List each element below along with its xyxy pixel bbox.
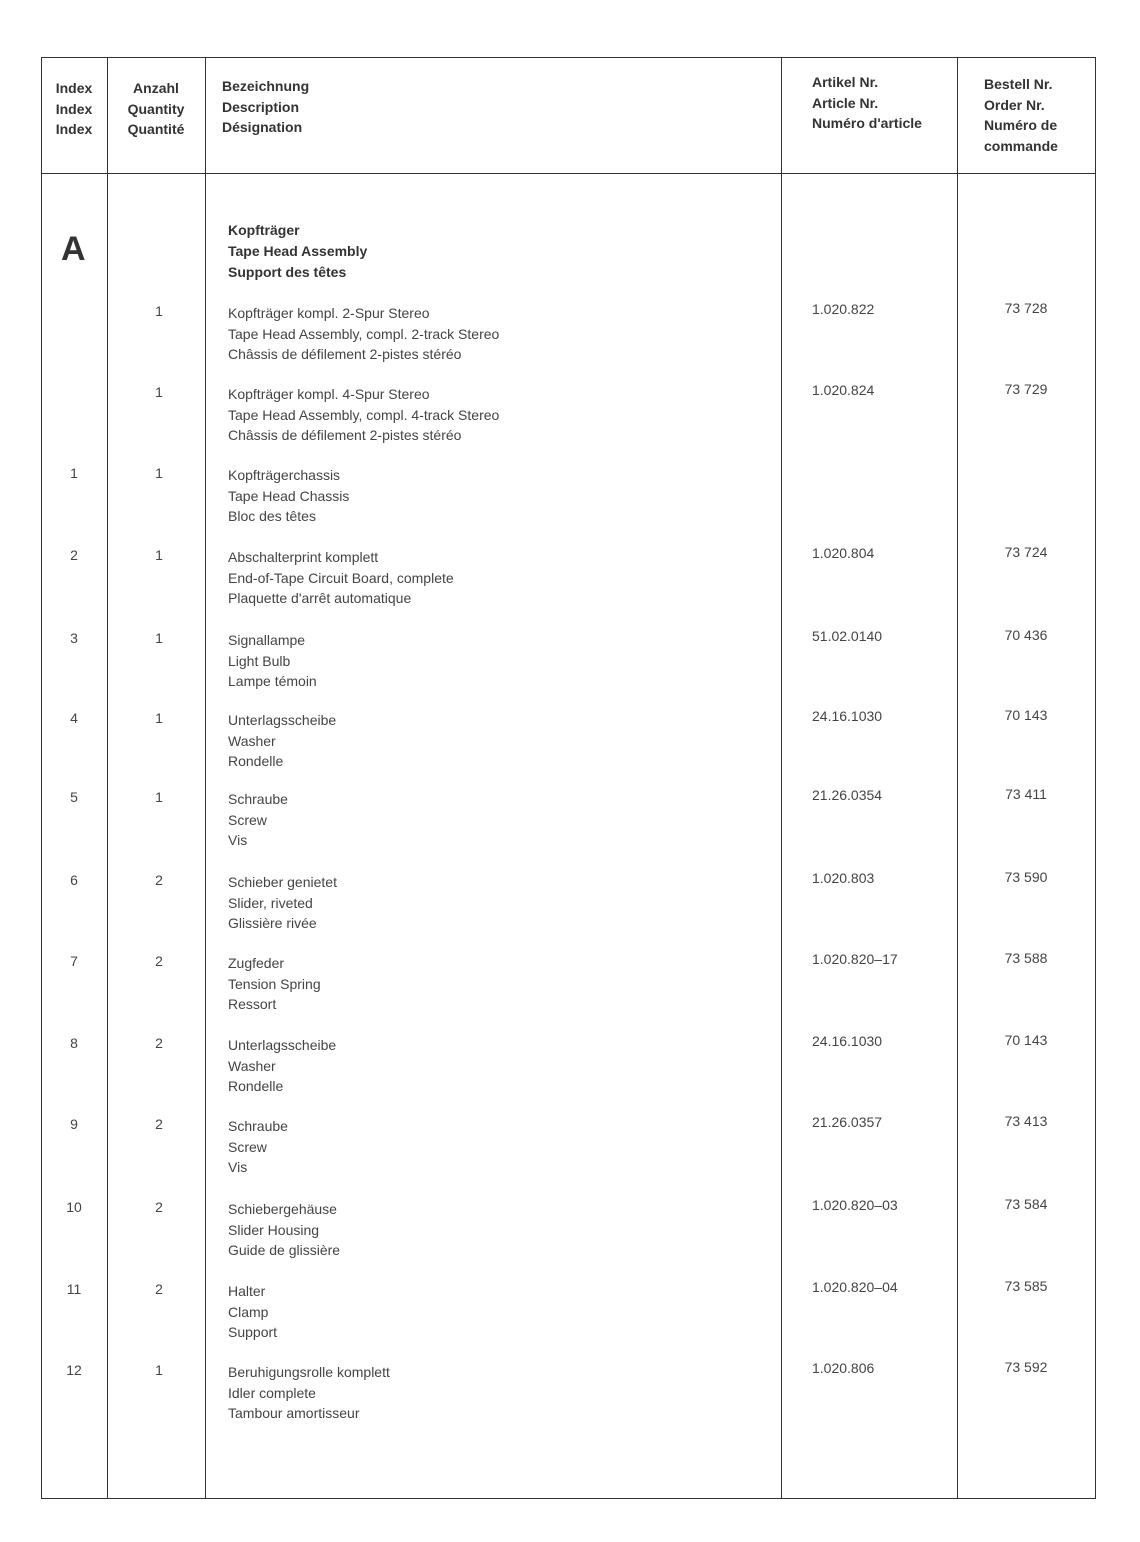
row-quantity: 1 (155, 384, 163, 400)
row-description (228, 1281, 277, 1343)
description-german: Zugfeder (228, 955, 285, 971)
description-german: Schieber genietet (228, 874, 337, 890)
description-german: Schraube (228, 1118, 288, 1134)
description-english: Slider, riveted (228, 894, 313, 911)
row-order-number: 73 724 (1004, 544, 1048, 560)
header-article: Artikel Nr. Article Nr. Numéro d'article (812, 74, 922, 131)
description-german: Unterlagsscheibe (228, 1037, 337, 1053)
description-english: Washer (228, 1057, 276, 1074)
description-english: Slider Housing (228, 1221, 320, 1238)
table-row (0, 707, 1140, 780)
row-order-number: 73 588 (1004, 950, 1048, 966)
section-letter: A (61, 230, 86, 268)
description-french: Plaquette d'arrêt automatique (228, 590, 412, 606)
row-description (228, 1362, 390, 1424)
description-french: Support (228, 1324, 278, 1340)
description-german: Beruhigungsrolle komplett (228, 1364, 390, 1380)
description-german: Kopfträger kompl. 4-Spur Stereo (228, 386, 430, 402)
description-english: Washer (228, 732, 276, 749)
table-row (0, 465, 1140, 535)
row-order-number: 73 413 (1004, 1113, 1048, 1129)
header-quantity: Anzahl Quantity Quantité (127, 80, 185, 137)
description-english: Light Bulb (228, 652, 291, 669)
row-quantity: 1 (155, 710, 163, 726)
row-index: 8 (70, 1035, 78, 1051)
row-article-number: 21.26.0354 (812, 787, 883, 803)
description-german: Kopfträgerchassis (228, 467, 341, 483)
row-description (228, 384, 499, 446)
row-article-number: 1.020.806 (812, 1360, 875, 1376)
row-description (228, 630, 317, 692)
description-french: Bloc des têtes (228, 508, 316, 524)
table-row (0, 869, 1140, 942)
row-order-number: 73 411 (1005, 786, 1047, 802)
row-quantity: 1 (155, 1362, 163, 1378)
description-german: Unterlagsscheibe (228, 712, 337, 728)
row-description (228, 1199, 340, 1261)
description-english: Idler complete (228, 1384, 316, 1401)
description-english: Screw (228, 1138, 267, 1155)
row-quantity: 2 (155, 1116, 163, 1132)
row-quantity: 2 (155, 1035, 163, 1051)
description-french: Glissière rivée (228, 915, 317, 931)
table-row (0, 1032, 1140, 1105)
row-index: 3 (70, 630, 78, 646)
row-article-number: 1.020.820–17 (812, 951, 898, 967)
row-description (228, 953, 321, 1015)
description-english: Screw (228, 811, 267, 828)
row-quantity: 2 (155, 1199, 163, 1215)
row-quantity: 1 (155, 303, 163, 319)
row-index: 6 (70, 872, 78, 888)
row-description (228, 303, 499, 365)
row-order-number: 70 143 (1004, 707, 1048, 723)
row-index: 1 (70, 465, 78, 481)
row-order-number: 73 728 (1004, 300, 1048, 316)
description-english: Tape Head Assembly, compl. 2-track Stereo (228, 325, 500, 342)
row-description (228, 710, 336, 772)
description-french: Tambour amortisseur (228, 1405, 360, 1421)
row-order-number: 73 584 (1004, 1196, 1048, 1212)
row-article-number: 1.020.822 (812, 301, 875, 317)
row-order-number: 73 592 (1004, 1359, 1048, 1375)
header-divider (41, 173, 1096, 174)
row-article-number: 51.02.0140 (812, 628, 883, 644)
description-english: Tension Spring (228, 975, 321, 992)
row-index: 11 (66, 1281, 82, 1297)
description-french: Rondelle (228, 1078, 284, 1094)
table-row (0, 1359, 1140, 1432)
description-french: Ressort (228, 996, 277, 1012)
row-order-number: 73 729 (1004, 381, 1048, 397)
description-english: Clamp (228, 1303, 269, 1320)
row-article-number: 1.020.820–04 (812, 1279, 898, 1295)
row-order-number: 73 590 (1004, 869, 1048, 885)
row-quantity: 1 (155, 547, 163, 563)
row-quantity: 1 (155, 465, 163, 481)
row-index: 12 (66, 1362, 82, 1378)
row-order-number: 70 143 (1004, 1032, 1048, 1048)
description-german: Schiebergehäuse (228, 1201, 337, 1217)
row-description (228, 1116, 288, 1178)
row-index: 5 (70, 789, 78, 805)
table-row (0, 300, 1140, 373)
row-article-number: 21.26.0357 (812, 1114, 883, 1130)
row-article-number: 24.16.1030 (812, 1033, 883, 1049)
description-english: Tape Head Assembly, compl. 4-track Stereo (228, 406, 500, 423)
row-article-number: 1.020.824 (812, 382, 875, 398)
row-order-number: 70 436 (1004, 627, 1048, 643)
header-description: Bezeichnung Description Désignation (222, 78, 310, 135)
row-description (228, 789, 288, 851)
row-description (228, 872, 337, 934)
row-quantity: 2 (155, 953, 163, 969)
description-french: Rondelle (228, 753, 284, 769)
row-index: 4 (70, 710, 78, 726)
table-row (0, 786, 1140, 859)
description-french: Vis (228, 1159, 248, 1175)
table-row (0, 1278, 1140, 1351)
header-order: Bestell Nr. Order Nr. Numéro de commande (984, 76, 1058, 154)
table-row (0, 1113, 1140, 1186)
row-index: 9 (70, 1116, 78, 1132)
row-index: 7 (70, 953, 78, 969)
row-description (228, 547, 454, 609)
description-german: Schraube (228, 791, 288, 807)
description-french: Châssis de défilement 2-pistes stéréo (228, 346, 462, 362)
row-quantity: 1 (155, 789, 163, 805)
table-row (0, 1196, 1140, 1269)
description-german: Kopfträger kompl. 2-Spur Stereo (228, 305, 430, 321)
row-description (228, 1035, 336, 1097)
row-quantity: 1 (155, 630, 163, 646)
description-english: Tape Head Chassis (228, 487, 350, 504)
description-french: Châssis de défilement 2-pistes stéréo (228, 427, 462, 443)
table-row (0, 627, 1140, 700)
row-description (228, 465, 349, 527)
row-order-number: 73 585 (1004, 1278, 1048, 1294)
row-index: 10 (66, 1199, 82, 1215)
description-french: Vis (228, 832, 248, 848)
row-quantity: 2 (155, 872, 163, 888)
row-article-number: 24.16.1030 (812, 708, 883, 724)
table-row (0, 544, 1140, 617)
row-quantity: 2 (155, 1281, 163, 1297)
row-article-number: 1.020.804 (812, 545, 875, 561)
row-index: 2 (70, 547, 78, 563)
description-german: Abschalterprint komplett (228, 549, 379, 565)
description-german: Signallampe (228, 632, 306, 648)
description-english: End-of-Tape Circuit Board, complete (228, 569, 454, 586)
description-german: Halter (228, 1283, 266, 1299)
description-french: Guide de glissière (228, 1242, 341, 1258)
header-index: Index Index Index (55, 80, 93, 137)
table-row (0, 381, 1140, 454)
row-article-number: 1.020.803 (812, 870, 875, 886)
description-french: Lampe témoin (228, 673, 317, 689)
row-article-number: 1.020.820–03 (812, 1197, 898, 1213)
table-row (0, 950, 1140, 1023)
section-title: Kopfträger Tape Head Assembly Support des têtes (228, 222, 368, 280)
